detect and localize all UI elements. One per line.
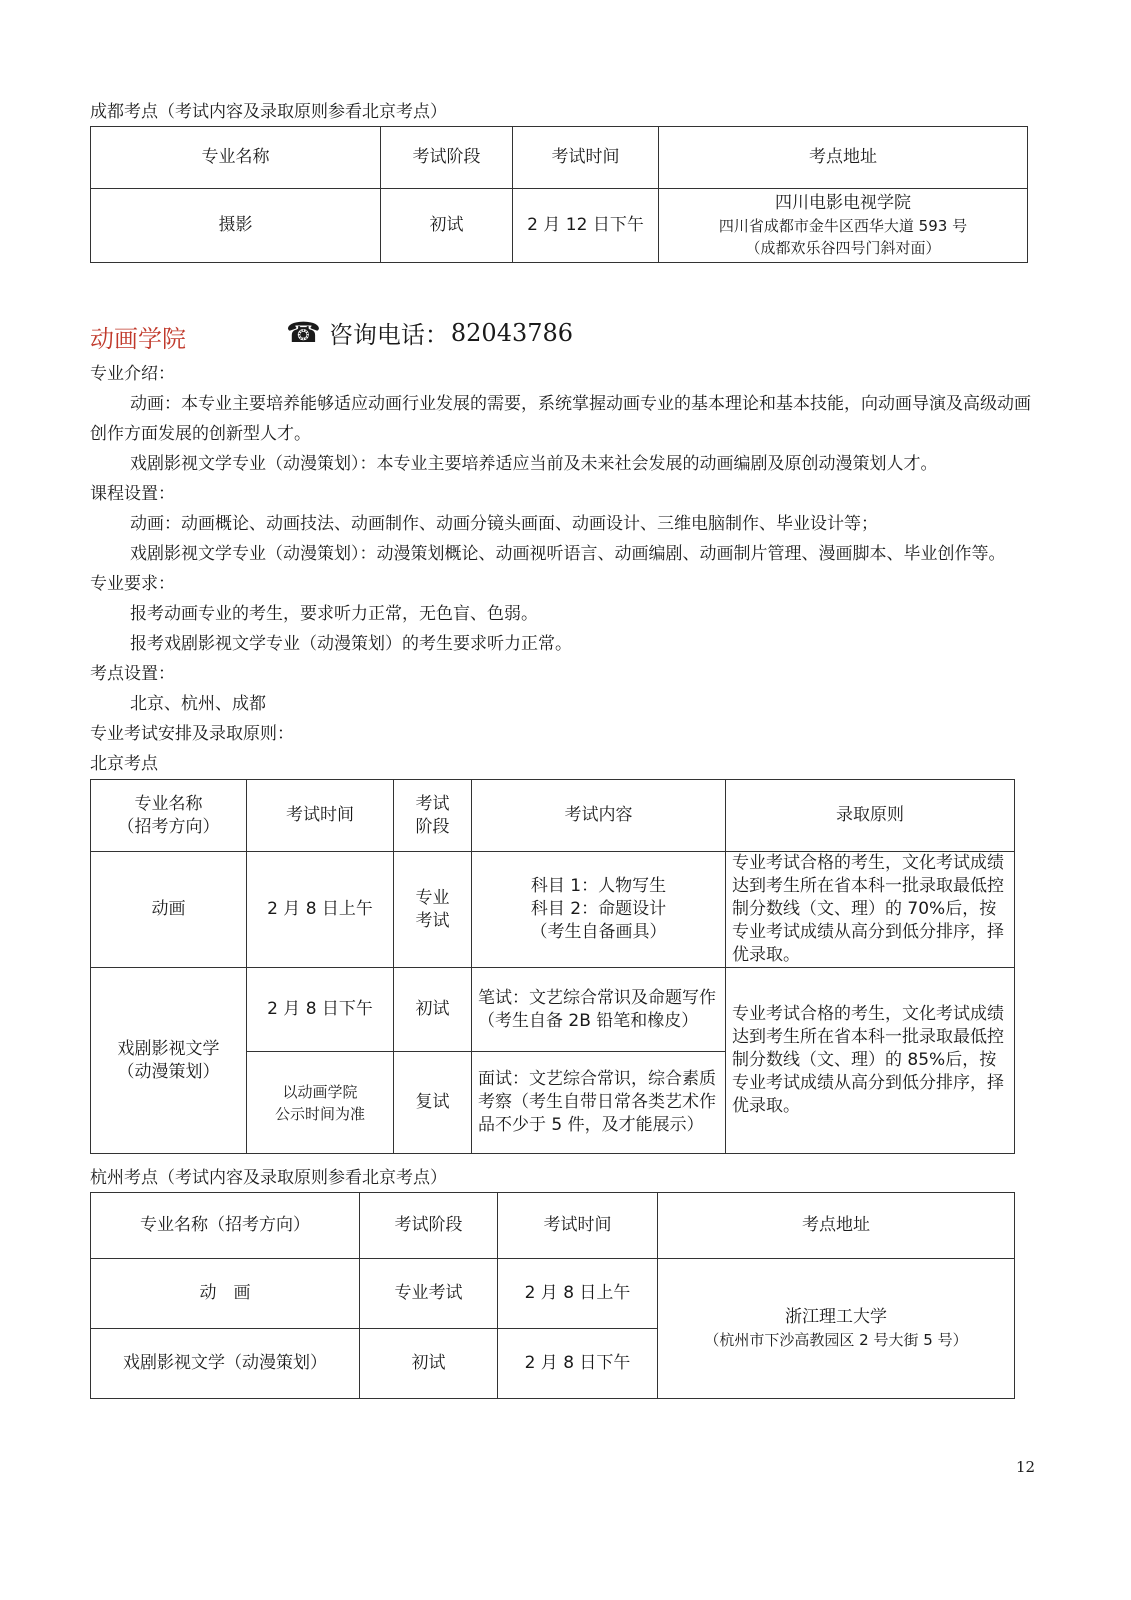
phone-label: 咨询电话： [328,321,449,349]
arrangement-heading: 专业考试安排及录取原则： [90,724,294,744]
courses-heading: 课程设置： [90,484,175,504]
cell-address [659,189,1028,263]
cell-major: 动 画 [91,1259,360,1329]
page-content [90,100,1035,1399]
cell-stage: 初试 [394,968,472,1052]
cell-content: 笔试：文艺综合常识及命题写作（考生自备 2B 铅笔和橡皮） [472,968,726,1052]
table-row [91,968,1015,1052]
intro-paragraph-2: 戏剧影视文学专业（动漫策划）：本专业主要培养适应当前及未来社会发展的动画编剧及原创动漫策划人才。 [130,454,938,474]
intro-paragraph-1: 动画：本专业主要培养能够适应动画行业发展的需要，系统掌握动画专业的基本理论和基本技能，向动画导演及高级动画创作方面发展的创新型人才。 [90,394,1031,444]
hangzhou-caption: 杭州考点（考试内容及录取原则参看北京考点） [90,1168,447,1188]
telephone-icon: ☎ [286,316,321,349]
cell-time: 2 月 8 日下午 [498,1329,658,1399]
header-stage: 考试 阶段 [394,780,472,852]
cell-stage: 专业考试 [360,1259,498,1329]
address-line-2: （杭州市下沙高教园区 2 号大街 5 号） [704,1331,968,1349]
table-row [91,189,1028,263]
cell-major: 动画 [91,852,247,968]
address-line-3: （成都欢乐谷四号门斜对面） [745,239,941,257]
department-name: 动画学院 [90,325,186,353]
requirements-paragraph-1: 报考动画专业的考生，要求听力正常，无色盲、色弱。 [130,604,538,624]
header-major: 专业名称 （招考方向） [91,780,247,852]
hangzhou-table [90,1192,1015,1399]
cell-time: 2 月 12 日下午 [513,189,659,263]
cell-principle: 专业考试合格的考生，文化考试成绩达到考生所在省本科一批录取最低控制分数线（文、理）的 85%后，按专业考试成绩从高分到低分排序，择优录取。 [726,968,1015,1154]
cell-address [658,1259,1015,1399]
header-time: 考试时间 [513,127,659,189]
cell-stage: 初试 [360,1329,498,1399]
address-line-2: 四川省成都市金牛区西华大道 593 号 [718,217,968,235]
cell-major: 戏剧影视文学（动漫策划） [91,1329,360,1399]
chengdu-table [90,126,1028,263]
cell-time: 2 月 8 日上午 [247,852,394,968]
header-address: 考点地址 [659,127,1028,189]
header-content: 考试内容 [472,780,726,852]
sites-heading: 考点设置： [90,664,175,684]
requirements-heading: 专业要求： [90,574,175,594]
intro-heading: 专业介绍： [90,364,175,384]
header-stage: 考试阶段 [381,127,513,189]
cell-stage: 专业 考试 [394,852,472,968]
phone-contact [286,315,573,350]
requirements-paragraph-2: 报考戏剧影视文学专业（动漫策划）的考生要求听力正常。 [130,634,572,654]
beijing-table [90,779,1015,1154]
beijing-caption: 北京考点 [90,754,158,774]
sites-paragraph: 北京、杭州、成都 [130,694,266,714]
header-address: 考点地址 [658,1193,1015,1259]
cell-stage: 复试 [394,1052,472,1154]
cell-content: 科目 1：人物写生 科目 2：命题设计 （考生自备画具） [472,852,726,968]
cell-content: 面试：文艺综合常识，综合素质考察（考生自带日常各类艺术作品不少于 5 件，及才能展示） [472,1052,726,1154]
cell-major: 摄影 [91,189,381,263]
header-major: 专业名称（招考方向） [91,1193,360,1259]
header-time: 考试时间 [498,1193,658,1259]
header-time: 考试时间 [247,780,394,852]
courses-paragraph-1: 动画：动画概论、动画技法、动画制作、动画分镜头画面、动画设计、三维电脑制作、毕业设计等； [130,514,878,534]
cell-time: 以动画学院 公示时间为准 [247,1052,394,1154]
address-line-1: 四川电影电视学院 [775,193,911,213]
page-number: 12 [1016,1458,1036,1476]
header-principle: 录取原则 [726,780,1015,852]
chengdu-caption: 成都考点（考试内容及录取原则参看北京考点） [90,102,447,122]
courses-paragraph-2: 戏剧影视文学专业（动漫策划）：动漫策划概论、动画视听语言、动画编剧、动画制片管理、漫画脚本、毕业创作等。 [130,544,1006,564]
table-header-row [91,780,1015,852]
cell-time: 2 月 8 日上午 [498,1259,658,1329]
table-header-row [91,127,1028,189]
table-row [91,1259,1015,1329]
address-line-1: 浙江理工大学 [785,1307,887,1327]
cell-stage: 初试 [381,189,513,263]
department-header [90,311,1035,359]
table-row [91,852,1015,968]
table-header-row [91,1193,1015,1259]
cell-time: 2 月 8 日下午 [247,968,394,1052]
cell-major: 戏剧影视文学 （动漫策划） [91,968,247,1154]
header-stage: 考试阶段 [360,1193,498,1259]
phone-number: 82043786 [450,318,574,347]
cell-principle: 专业考试合格的考生，文化考试成绩达到考生所在省本科一批录取最低控制分数线（文、理）的 70%后，按专业考试成绩从高分到低分排序，择优录取。 [726,852,1015,968]
header-major: 专业名称 [91,127,381,189]
